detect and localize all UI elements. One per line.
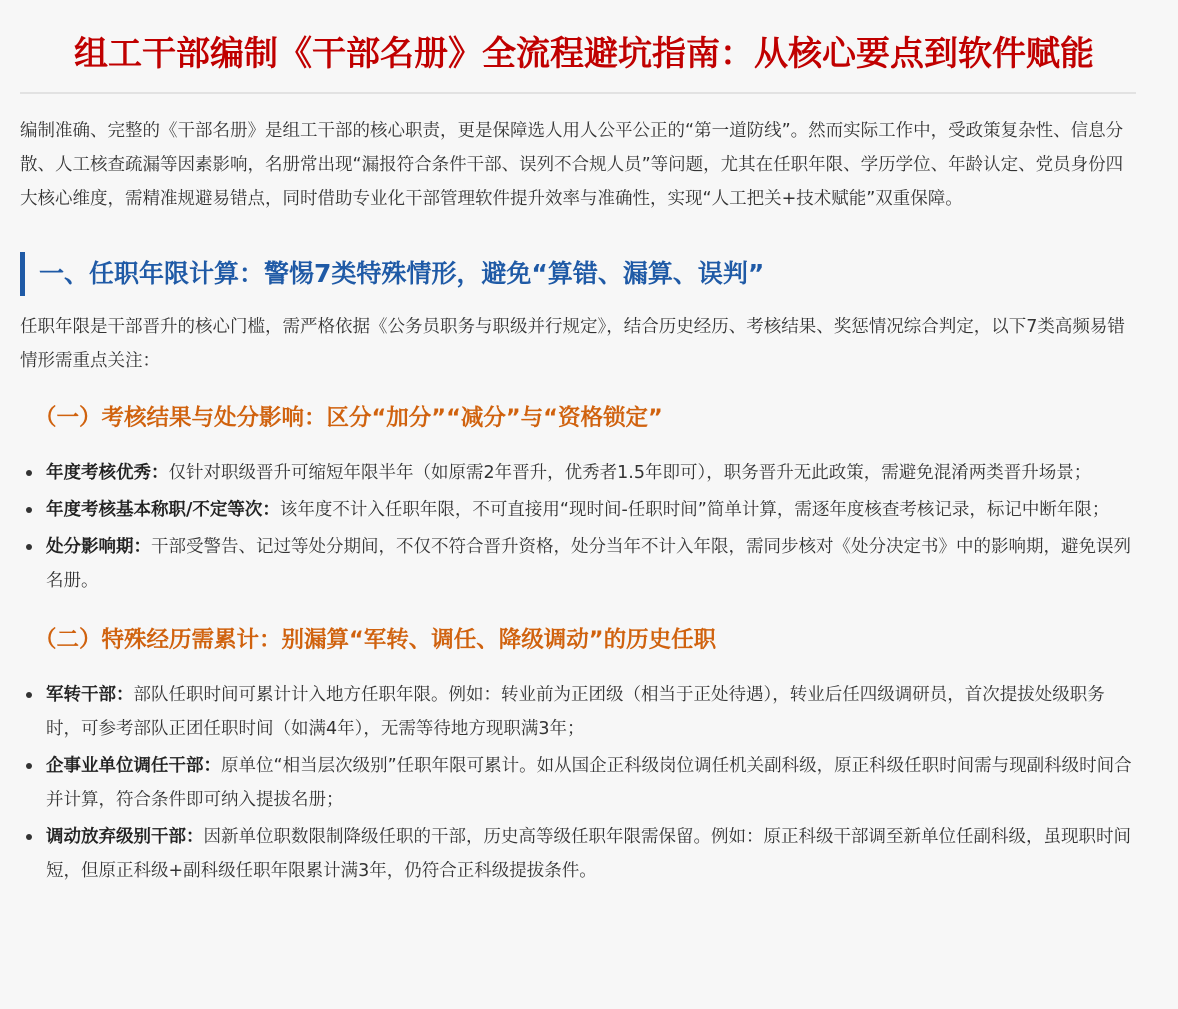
list-item-text: 原单位“相当层次级别”任职年限可累计。如从国企正科级岗位调任机关副科级，原正科级任职时间需与现副科级时间合并计算，符合条件即可纳入提拔名册；: [46, 756, 1132, 810]
bullet-icon: [26, 544, 32, 550]
intro-paragraph: 编制准确、完整的《干部名册》是组工干部的核心职责，更是保障选人用人公平公正的“第一道防线”。然而实际工作中，受政策复杂性、信息分散、人工核查疏漏等因素影响，名册常出现“漏报符合条件干部、误列不合规人员”等问题，尤其在任职年限、学历学位、年龄认定、党员身份四大核心维度，需精准规避易错点，同时借助专业化干部管理软件提升效率与准确性，实现“人工把关+技术赋能”双重保障。: [20, 121, 1124, 209]
list-item: [20, 678, 1136, 746]
bullet-icon: [26, 470, 32, 476]
subsection-1-list: [20, 456, 1136, 598]
list-item-term: 军转干部：: [46, 685, 134, 705]
list-item-term: 年度考核基本称职/不定等次：: [46, 500, 280, 520]
page-title: 组工干部编制《干部名册》全流程避坑指南：从核心要点到软件赋能: [74, 34, 1094, 74]
list-item-text: 仅针对职级晋升可缩短年限半年（如原需2年晋升，优秀者1.5年即可），职务晋升无此政策，需避免混淆两类晋升场景；: [168, 463, 1092, 483]
bullet-icon: [26, 507, 32, 513]
list-item-text: 干部受警告、记过等处分期间，不仅不符合晋升资格，处分当年不计入年限，需同步核对《处分决定书》中的影响期，避免误列名册。: [46, 537, 1131, 591]
list-item-term: 处分影响期：: [46, 537, 151, 557]
section-intro-paragraph: 任职年限是干部晋升的核心门槛，需严格依据《公务员职务与职级并行规定》，结合历史经历、考核结果、奖惩情况综合判定，以下7类高频易错情形需重点关注：: [20, 317, 1125, 371]
list-item-text: 因新单位职数限制降级任职的干部，历史高等级任职年限需保留。例如：原正科级干部调至新单位任副科级，虽现职时间短，但原正科级+副科级任职年限累计满3年，仍符合正科级提拔条件。: [46, 827, 1131, 881]
subsection-heading-1: （一）考核结果与处分影响：区分“加分”“减分”与“资格锁定”: [34, 405, 663, 431]
subsection-heading-2: （二）特殊经历需累计：别漏算“军转、调任、降级调动”的历史任职: [34, 627, 717, 653]
list-item: [20, 530, 1136, 598]
section-heading: 一、任职年限计算：警惕7类特殊情形，避免“算错、漏算、误判”: [20, 252, 1148, 296]
bullet-icon: [26, 834, 32, 840]
list-item-term: 调动放弃级别干部：: [46, 827, 204, 847]
list-item-text: 该年度不计入任职年限，不可直接用“现时间-任职时间”简单计算，需逐年度核查考核记录，标记中断年限；: [279, 500, 1110, 520]
list-item: [20, 456, 1136, 490]
bullet-icon: [26, 692, 32, 698]
list-item-term: 企事业单位调任干部：: [46, 756, 221, 776]
list-item: [20, 493, 1136, 527]
list-item: [20, 749, 1136, 817]
list-item-text: 部队任职时间可累计计入地方任职年限。例如：转业前为正团级（相当于正处待遇），转业后任四级调研员，首次提拔处级职务时，可参考部队正团任职时间（如满4年），无需等待地方现职满3年；: [46, 685, 1105, 739]
subsection-2-list: [20, 678, 1136, 888]
bullet-icon: [26, 763, 32, 769]
title-divider: [20, 92, 1136, 94]
list-item-term: 年度考核优秀：: [46, 463, 169, 483]
list-item: [20, 820, 1136, 888]
